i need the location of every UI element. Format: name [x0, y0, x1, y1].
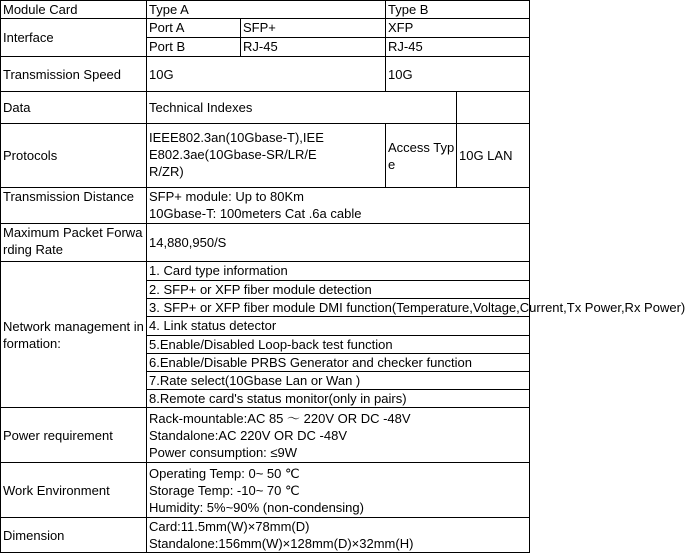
access-type-label: Access Type — [386, 124, 457, 188]
port-a-type-a: SFP+ — [241, 19, 386, 38]
network-item-2: 2. SFP+ or XFP fiber module detection — [147, 281, 530, 299]
distance-line-2: 10Gbase-T: 100meters Cat .6a cable — [149, 206, 362, 221]
protocols-label: Protocols — [0, 124, 147, 188]
distance-line-1: SFP+ module: Up to 80Km — [149, 189, 304, 204]
network-item-7: 7.Rate select(10Gbase Lan or Wan ) — [147, 372, 530, 390]
environment-value — [147, 463, 530, 518]
speed-type-b: 10G — [386, 57, 530, 92]
port-b-type-a: RJ-45 — [241, 38, 386, 57]
environment-label: Work Environment — [0, 463, 147, 518]
power-value — [147, 408, 530, 463]
dimension-line-1: Card:11.5mm(W)×78mm(D) — [149, 519, 310, 534]
header-module-card: Module Card — [0, 0, 147, 19]
port-b-type-b: RJ-45 — [386, 38, 530, 57]
environment-line-1: Operating Temp: 0~ 50 ℃ — [149, 465, 300, 481]
port-a-label: Port A — [147, 19, 241, 38]
technical-indexes-blank — [457, 92, 530, 124]
packet-rate-value: 14,880,950/S — [147, 224, 530, 262]
header-type-b: Type B — [386, 0, 530, 19]
speed-type-a: 10G — [147, 57, 386, 92]
distance-label: Transmission Distance — [0, 188, 147, 224]
technical-indexes: Technical Indexes — [147, 92, 457, 124]
network-item-4: 4. Link status detector — [147, 317, 530, 336]
port-a-type-b: XFP — [386, 19, 530, 38]
network-item-3: 3. SFP+ or XFP fiber module DMI function(Temperature,Voltage,Current,Tx Power,Rx Power) — [149, 300, 685, 315]
network-item-8: 8.Remote card's status monitor(only in pairs) — [147, 390, 530, 408]
network-item-6: 6.Enable/Disable PRBS Generator and checker function — [147, 354, 530, 372]
environment-line-2: Storage Temp: -10~ 70 ℃ — [149, 482, 300, 498]
header-type-a: Type A — [147, 0, 386, 19]
distance-value — [147, 188, 530, 224]
power-line-3: Power consumption: ≤9W — [149, 444, 298, 460]
dimension-line-2: Standalone:156mm(W)×128mm(D)×32mm(H) — [149, 536, 414, 551]
power-label: Power requirement — [0, 408, 147, 463]
data-label: Data — [0, 92, 147, 124]
network-item-1: 1. Card type information — [147, 262, 530, 281]
power-line-1: Rack-mountable:AC 85 ～ 220V OR DC -48V — [149, 410, 411, 426]
network-label: Network management information: — [0, 262, 147, 408]
dimension-value — [147, 518, 530, 553]
interface-label: Interface — [0, 19, 147, 57]
access-type-value: 10G LAN — [457, 124, 530, 188]
dimension-label: Dimension — [0, 518, 147, 553]
packet-rate-label: Maximum Packet Forwarding Rate — [0, 224, 147, 262]
protocols-value: IEEE802.3an(10Gbase-T),IEEE802.3ae(10Gbase-SR/LR/ER/ZR) — [147, 124, 386, 188]
network-item-5: 5.Enable/Disabled Loop-back test function — [147, 336, 530, 354]
power-line-2: Standalone:AC 220V OR DC -48V — [149, 427, 347, 443]
port-b-label: Port B — [147, 38, 241, 57]
speed-label: Transmission Speed — [0, 57, 147, 92]
environment-line-3: Humidity: 5%~90% (non-condensing) — [149, 499, 364, 515]
